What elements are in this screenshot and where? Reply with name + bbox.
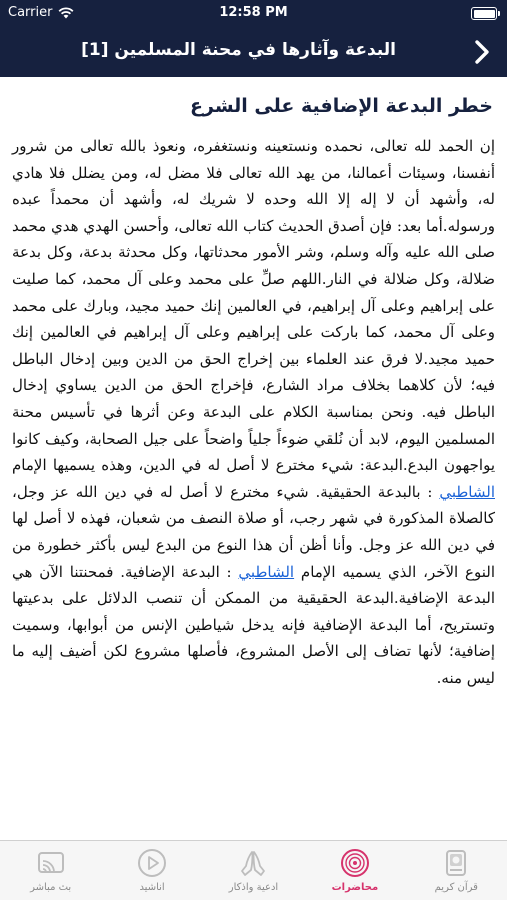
status-time: 12:58 PM: [219, 5, 288, 20]
tab-label-quran: قرآن كريم: [434, 882, 478, 893]
praying-hands-icon: [237, 847, 269, 879]
tab-quran[interactable]: [406, 841, 507, 900]
tab-lectures[interactable]: [304, 841, 405, 900]
article-body: [12, 133, 495, 691]
tab-nasheeds[interactable]: [101, 841, 202, 900]
play-circle-icon: [136, 847, 168, 879]
article-paragraph-1: إن الحمد لله تعالى، نحمده ونستعينه ونستغفره، ونعوذ بالله تعالى من شرور أنفسنا، وسيئات أعمالنا، من يهد الله تعالى فلا مضل له، ومن يضلل فلا هادي له، وأشهد أن لا إله إلا الله وحده لا شريك له، وأشهد أن محمداً عبده ورسوله.أما بعد: فإن أصدق الحديث كتاب الله تعالى، وأحسن الهدي هدي محمد صلى الله عليه وآله وسلم، وشر الأمور محدثاتها، وكل محدثة بدعة، وكل بدعة ضلالة، وكل ضلالة في النار.اللهم صلِّ على محمد وعلى آل محمد، كما صليت على إبراهيم وعلى آل إبراهيم، في العالمين إنك حميد مجيد، وبارك على محمد وعلى آل محمد، كما باركت على إبراهيم وعلى آل إبراهيم في العالمين إنك حميد مجيد.لا فرق عند العلماء بين إخراج الحق من الدين وبين إدخال الباطل فيه؛ لأن كلاهما بخلاف مراد الشارع، فإخراج الحق من الدين يساوي إدخال الباطل فيه. ونحن بمناسبة الكلام على البدعة وعن أثرها في تأسيس محنة المسلمين اليوم، لابد أن نُلقي ضوءاً جلياً واضحاً على جيل الصحابة، وكيف كانوا يواجهون البدع.البدعة: شيء مخترع لا أصل له في الدين، وهذه يسميها الإمام: [12, 137, 495, 475]
shatibi-link-2[interactable]: الشاطبي: [238, 562, 295, 581]
chevron-right-icon: [474, 39, 490, 65]
article-paragraph-3: : البدعة الإضافية. فمحنتنا الآن هي البدعة الإضافية.البدعة الحقيقية من الممكن أن تنصب الدلائل على بدعيتها وتستريح، أما البدعة الإضافية فإنه يدخل شياطين الإنس من أبوابها، وسميت إضافية؛ لأنها تضاف إلى الأصل المشروع، فأصلها مشروع لكن أضيف إليه ما ليس منه.: [12, 562, 495, 687]
status-bar: [0, 0, 507, 27]
tab-label-live: بث مباشر: [30, 882, 72, 893]
article-paragraph-2: : بالبدعة الحقيقية. شيء مخترع لا أصل له في دين الله عز وجل، كالصلاة المذكورة في شهر رجب، أو صلاة النصف من شعبان، فهذه لا أصل لها في دين الله عز وجل. وأنا أظن أن هذا النوع من البدع ليس بأكثر خطورة من النوع الآخر، الذي يسميه الإمام: [12, 482, 495, 581]
shatibi-link-1[interactable]: الشاطبي: [439, 482, 495, 501]
tab-bar: [0, 840, 507, 900]
tab-live[interactable]: [0, 841, 101, 900]
carrier-label: Carrier: [8, 5, 53, 20]
lectures-disc-icon: [339, 847, 371, 879]
quran-book-icon: [440, 847, 472, 879]
article-heading: خطر البدعة الإضافية على الشرع: [190, 95, 493, 117]
live-cast-icon: [35, 847, 67, 879]
battery-icon: [471, 7, 497, 20]
article-content[interactable]: [0, 77, 507, 840]
navigation-bar: [0, 27, 507, 77]
tab-label-lectures: محاضرات: [331, 882, 379, 893]
battery-fill: [474, 10, 495, 18]
back-button[interactable]: [463, 33, 501, 71]
page-title: البدعة وآثارها في محنة المسلمين [1]: [81, 40, 396, 60]
tab-supplications[interactable]: [203, 841, 304, 900]
tab-label-supplications: ادعية واذكار: [228, 882, 279, 893]
tab-label-nasheeds: اناشيد: [139, 882, 165, 893]
